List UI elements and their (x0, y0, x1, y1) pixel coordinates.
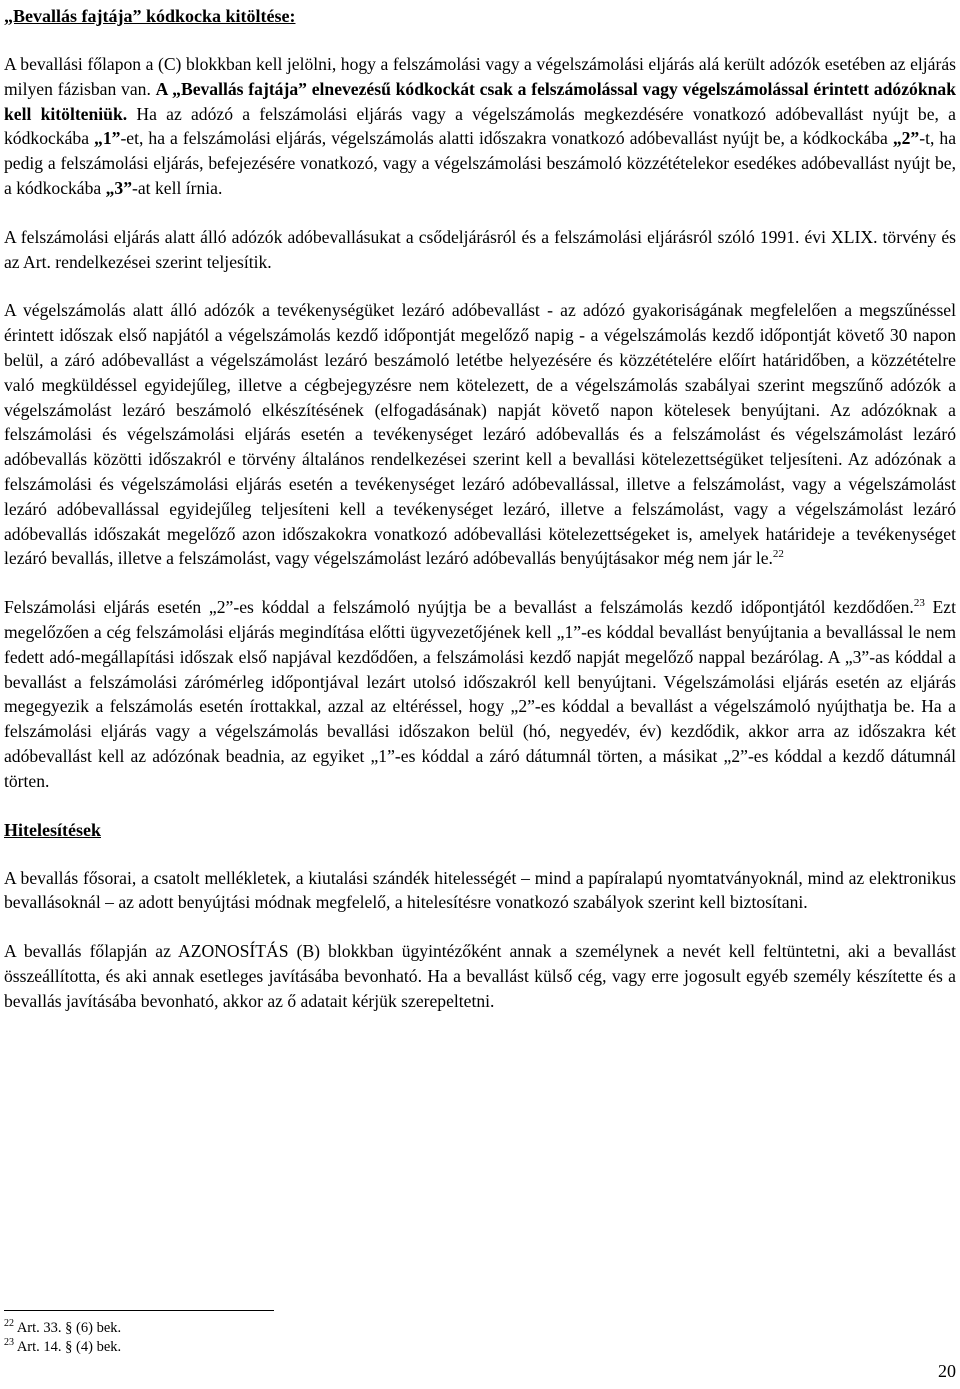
footnote-text: Art. 14. § (4) bek. (16, 1338, 122, 1355)
text-run: -et, ha a felszámolási eljárás, végelszámolás alatti időszakra vonatkozó adóbevallást nyújt be, a kódkockába (120, 128, 893, 149)
text-run: -t, ha pedig a felszámolási eljárás, befejezésére vonatkozó, vagy a végelszámolási beszámoló közzétételekor esedékes adóbevallást nyújt be, a kódkockába (4, 128, 956, 198)
paragraph-azonositas: A bevallás főlapján az AZONOSÍTÁS (B) blokkban ügyintézőként annak a személynek a nevét kell feltüntetni, aki a bevallást összeállította, és aki annak esetleges javításába bevonható. Ha a bevallást külső cég, vagy erre jogosult egyéb személy készítette és a bevallás javításába bevonható, akkor az ő adatait kérjük szerepeltetni. (4, 941, 956, 1011)
footnotes (4, 1319, 121, 1356)
code-1-bold: „1” (94, 128, 121, 149)
spacer (4, 28, 956, 52)
paragraph-bevallas-fajtaja-intro (4, 52, 956, 201)
footnote-divider (4, 1310, 274, 1311)
footnote-ref-22[interactable]: 22 (772, 548, 784, 561)
spacer (4, 915, 956, 939)
code-3-bold: „3” (105, 177, 133, 198)
section-title-bevallas-fajtaja: „Bevallás fajtája” kódkocka kitöltése: (4, 6, 296, 26)
footnote-ref-23[interactable]: 23 (913, 597, 925, 610)
document-page (4, 0, 956, 1014)
bold-text-run: A „Bevallás fajtája” elnevezésű kódkockát csak a felszámolással vagy végelszámolással érintett adózóknak kell kitölteniük. (4, 78, 956, 124)
footnote-text: Art. 33. § (6) bek. (16, 1320, 122, 1336)
code-2-bold: „2” (892, 128, 920, 149)
paragraph-hitelesites: A bevallás fősorai, a csatolt mellékletek, a kiutalási szándék hitelességét – mind a papíralapú nyomtatványoknál, mind az elektronikus bevallásoknál – az adott benyújtási módnak megfelelő, a hitelesítésre vonatkozó szabályok szerint kell biztosítani. (4, 867, 956, 913)
page-number: 20 (938, 1361, 956, 1381)
footnote-item (4, 1319, 121, 1338)
text-run: A bevallási főlapon a (C) blokkban kell jelölni, hogy a felszámolási vagy a végelszámolási eljárás alá került adózók esetében az eljárás milyen fázisban van. (4, 54, 956, 99)
text-run: A végelszámolás alatt álló adózók a tevékenységüket lezáró adóbevallást - az adózó gyakoriságának megfelelően a megszűnéssel érintett időszak első napjától a végelszámolás kezdő időpontját megelőző napig - a végelszámolás kezdő időpontját követő 30 napon belül, a záró adóbevallást a végelszámolást lezáró beszámoló letétbe helyezésére és közzétételére előírt határidőben, a közzétételre való megküldéssel egyidejűleg, illetve a cégbejegyzésre nem kötelezett, de a végelszámolás szabályai szerint megszűnő adózók a végelszámolást lezáró beszámoló elkészítésének (elfogadásának) napját követő napon kötelesek benyújtani. Az adózóknak a felszámolási és végelszámolási eljárás esetén a tevékenységet lezáró adóbevallás és a felszámolást és végelszámolást lezáró adóbevallás közötti időszakról e törvény általános rendelkezései szerint kell a bevallási kötelezettségüket teljesíteni. Az adózónak a felszámolási és végelszámolási eljárás esetén a tevékenységet lezáró adóbevallással, illetve a felszámolást, vagy a végelszámolást lezáró adóbevallással egyidejűleg teljesíteni kell a tevékenységet lezáró, illetve a felszámolást, vagy a végelszámolást lezáró adóbevallás időszakát megelőző azon időszakokra vonatkozó adóbevallási kötelezettségeket is, amelyek határideje a tevékenységet lezáró bevallás, illetve a felszámolást, vagy végelszámolást lezáró adóbevallás benyújtásakor még nem jár le. (4, 300, 956, 569)
footnote-item (4, 1338, 121, 1357)
text-run: Felszámolási eljárás esetén „2”-es kóddal a felszámoló nyújtja be a bevallást a felszámolás kezdő időpontjától kezdődően. (4, 597, 914, 618)
paragraph-vegelszamolas (4, 298, 956, 571)
spacer (4, 201, 956, 225)
footnote-number: 22 (4, 1318, 14, 1329)
paragraph-felszamolasi-kodok (4, 595, 956, 793)
text-run: Ezt megelőzően a cég felszámolási eljárás megindítása előtti ügyvezetőjének kell „1”-es kóddal bevallást benyújtania a bevallással le nem fedett adó-megállapítási időszak első napjával kezdődően, a felszámolási kezdő napját megelőző nappal bezárólag. A „3”-as kóddal a bevallást a felszámolási zárómérleg időpontjával lezárt utolsó időszakról kell benyújtani. Végelszámolási eljárás esetén az eljárás megegyezik a felszámolás esetén írottakkal, azzal az eltéréssel, hogy „2”-es kóddal a bevallást a végelszámoló nyújthatja be. Ha a felszámolási eljárás vagy a végelszámolás bevallási időszakon belül (hó, negyedév, év) kezdődik, akkor arra az időszakra két adóbevallást kell az adózónak beadnia, az egyiket „1”-es kóddal a záró dátumnál törten, a másikat „2”-es kóddal a kezdő dátumnál törten. (4, 597, 957, 791)
footnote-number: 23 (4, 1336, 14, 1348)
text-run: Ha az adózó a felszámolási eljárás vagy a végelszámolás megkezdésére vonatkozó adóbevallást nyújt be, a kódkockába (4, 103, 956, 149)
text-run: -at kell írnia. (132, 177, 223, 198)
spacer (4, 842, 956, 866)
spacer (4, 571, 956, 595)
spacer (4, 794, 956, 818)
paragraph-felszamolasi-eljaras: A felszámolási eljárás alatt álló adózók adóbevallásukat a csődeljárásról és a felszámolási eljárásról szóló 1991. évi XLIX. törvény és az Art. rendelkezései szerint teljesítik. (4, 226, 956, 272)
section-title-hitelesitesek: Hitelesítések (4, 819, 101, 840)
spacer (4, 274, 956, 298)
